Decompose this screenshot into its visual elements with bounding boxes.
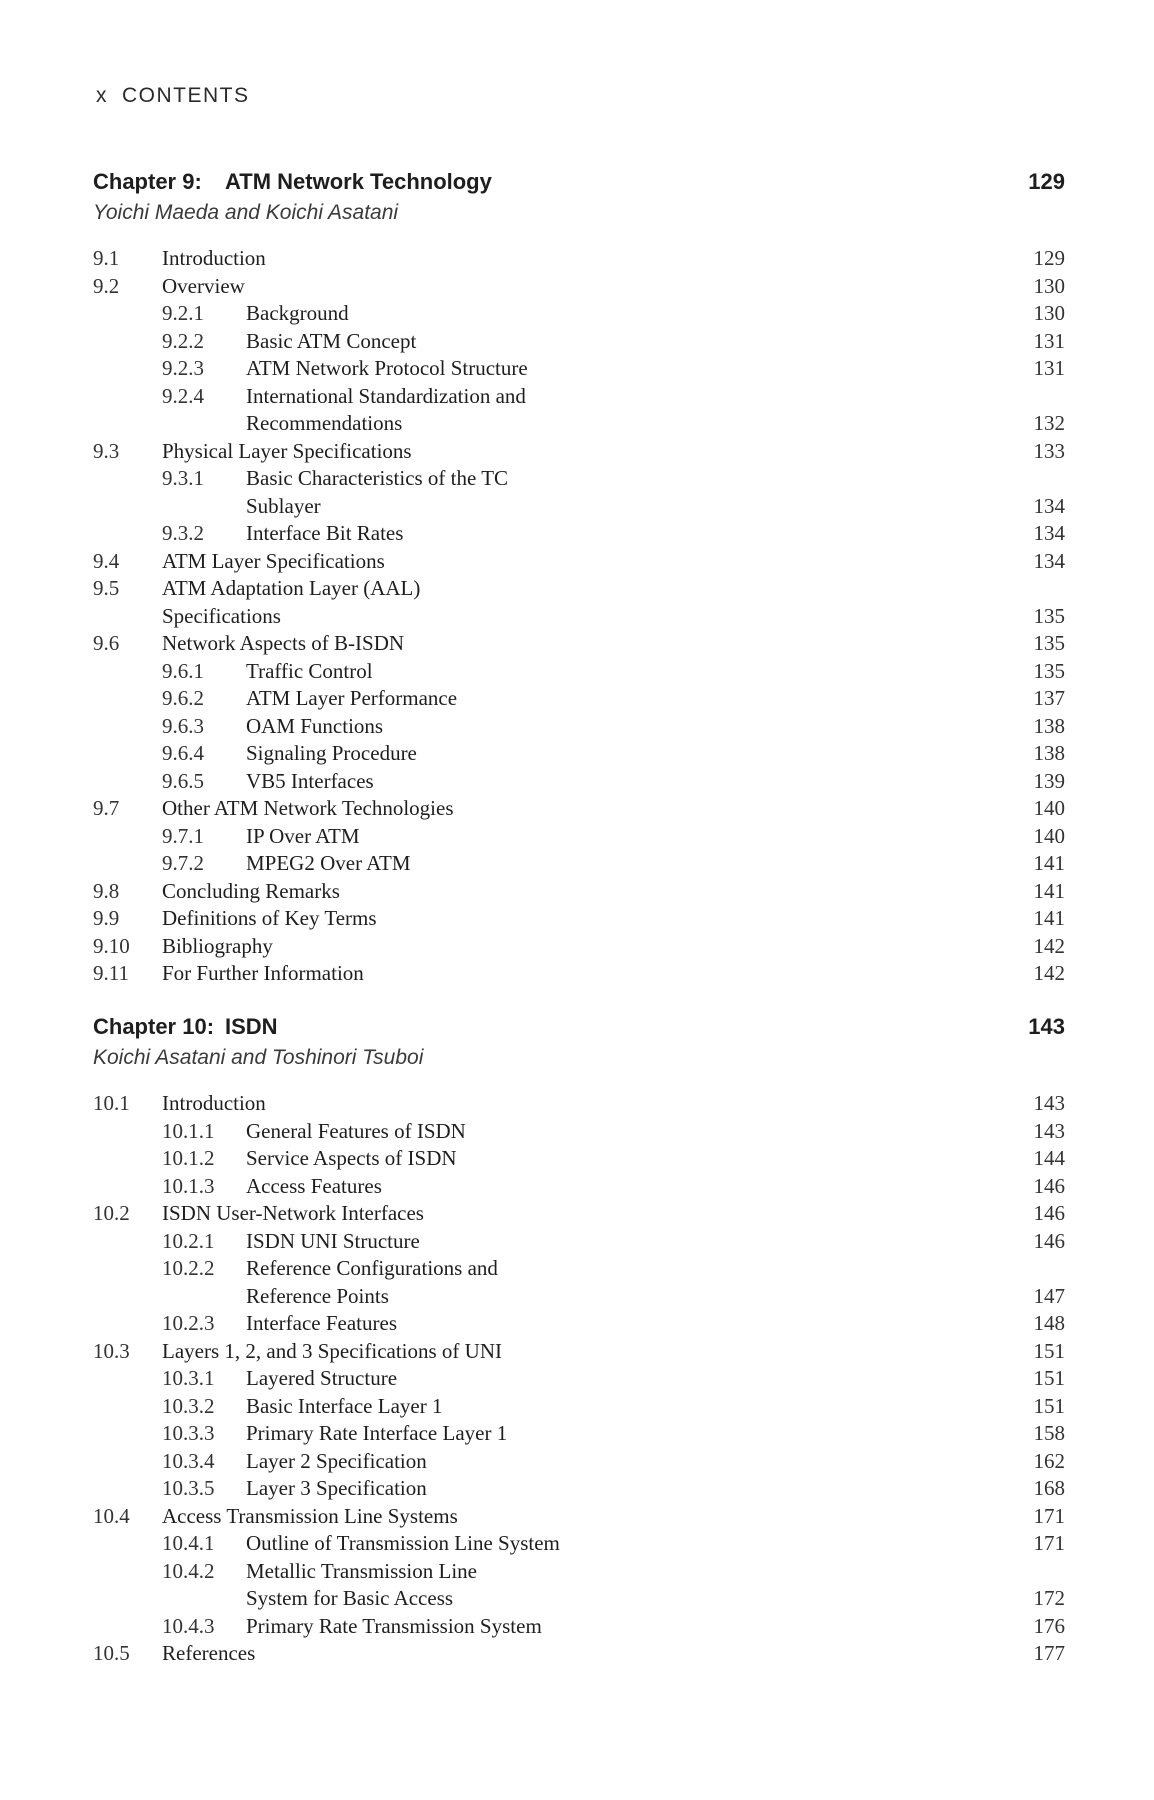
toc-entry[interactable]: [93, 548, 1065, 576]
toc-entry[interactable]: [93, 1173, 1065, 1201]
section-number: 9.8: [93, 878, 120, 903]
section-page-number: 171: [1033, 1503, 1065, 1528]
section-page-number: 151: [1033, 1338, 1065, 1363]
section-title: For Further Information: [162, 961, 364, 985]
section-page-number: 158: [1033, 1421, 1065, 1445]
section-page-number: 140: [1033, 796, 1065, 820]
section-page-number: 143: [1033, 1118, 1065, 1143]
toc-entry[interactable]: [93, 355, 1065, 383]
section-title: Network Aspects of B-ISDN: [162, 631, 405, 655]
section-title: IP Over ATM: [246, 823, 360, 848]
section-title: Other ATM Network Technologies: [162, 796, 454, 820]
section-title: Outline of Transmission Line System: [246, 1531, 560, 1555]
section-number: 9.9: [93, 906, 120, 930]
section-page-number: 142: [1033, 961, 1065, 985]
section-number: 10.3.1: [162, 1366, 215, 1390]
section-page-number: 146: [1033, 1201, 1065, 1225]
section-number: 9.7.1: [162, 823, 204, 848]
section-number: 9.6.5: [162, 768, 204, 793]
section-number: 10.3: [93, 1338, 130, 1363]
toc-entry[interactable]: [93, 960, 1065, 988]
section-title: Overview: [162, 273, 245, 298]
toc-entry[interactable]: [93, 1613, 1065, 1641]
section-page-number: 168: [1033, 1476, 1065, 1500]
section-title: OAM Functions: [246, 713, 384, 738]
section-number: 10.1.3: [162, 1173, 215, 1198]
section-page-number: 176: [1033, 1613, 1065, 1638]
section-number: 10.3.5: [162, 1476, 215, 1500]
section-number: 9.2.1: [162, 301, 204, 325]
section-page-number: 140: [1033, 823, 1065, 848]
toc-entry[interactable]: [93, 575, 1065, 630]
section-number: 9.2.4: [162, 383, 204, 408]
section-title: Basic ATM Concept: [246, 328, 417, 353]
section-title: Concluding Remarks: [162, 878, 340, 903]
section-number: 10.1: [93, 1091, 130, 1115]
chapter-9-section: [93, 166, 1065, 988]
toc-entry[interactable]: [93, 1338, 1065, 1366]
chapter-label: Chapter 9:: [93, 169, 202, 194]
section-number: 10.3.4: [162, 1448, 215, 1473]
section-title: ATM Adaptation Layer (AAL) Specifications: [162, 576, 421, 628]
section-title: General Features of ISDN: [246, 1118, 466, 1143]
toc-entry[interactable]: [93, 1365, 1065, 1393]
section-page-number: 172: [1033, 1586, 1065, 1610]
section-number: 9.11: [93, 961, 129, 985]
section-page-number: 131: [1033, 328, 1065, 353]
section-number: 10.4.1: [162, 1531, 215, 1555]
toc-entry[interactable]: [93, 1475, 1065, 1503]
chapter-label: Chapter 10:: [93, 1014, 215, 1039]
toc-entry[interactable]: [93, 1420, 1065, 1448]
section-page-number: 132: [1033, 411, 1065, 435]
toc-entry[interactable]: [93, 740, 1065, 768]
toc-entry[interactable]: [93, 905, 1065, 933]
section-page-number: 137: [1033, 686, 1065, 710]
section-page-number: 130: [1033, 301, 1065, 325]
toc-entry[interactable]: [93, 1558, 1065, 1613]
section-number: 9.6.1: [162, 658, 204, 683]
toc-entry[interactable]: [93, 273, 1065, 301]
section-number: 10.2.2: [162, 1256, 215, 1280]
section-title: Interface Features: [246, 1311, 397, 1335]
section-title: Service Aspects of ISDN: [246, 1146, 457, 1170]
toc-entry[interactable]: [93, 933, 1065, 961]
section-title: Traffic Control: [246, 658, 373, 683]
section-page-number: 138: [1033, 713, 1065, 738]
section-title: Physical Layer Specifications: [162, 438, 412, 463]
section-page-number: 141: [1033, 851, 1065, 875]
section-page-number: 134: [1033, 548, 1065, 573]
section-page-number: 133: [1033, 438, 1065, 463]
section-page-number: 171: [1033, 1531, 1065, 1555]
page-numeral: x: [96, 84, 108, 107]
section-number: 9.7: [93, 796, 120, 820]
section-page-number: 151: [1033, 1393, 1065, 1418]
toc-entry[interactable]: [93, 1640, 1065, 1668]
toc-entry[interactable]: [93, 795, 1065, 823]
section-title: Background: [246, 301, 349, 325]
section-page-number: 130: [1033, 273, 1065, 298]
section-title: Metallic Transmission Line System for Basic Access: [246, 1558, 477, 1610]
section-title: Layer 3 Specification: [246, 1476, 427, 1500]
chapter-heading[interactable]: [93, 1011, 1065, 1045]
section-number: 10.3.2: [162, 1393, 215, 1418]
section-page-number: 139: [1033, 768, 1065, 793]
toc-entry[interactable]: [93, 438, 1065, 466]
section-title: Access Transmission Line Systems: [162, 1503, 458, 1528]
chapter-title: ISDN: [225, 1014, 278, 1039]
running-head-label: CONTENTS: [122, 84, 250, 107]
section-page-number: 146: [1033, 1173, 1065, 1198]
toc-entry[interactable]: [93, 630, 1065, 658]
section-title: Definitions of Key Terms: [162, 906, 377, 930]
section-title: Primary Rate Transmission System: [246, 1613, 542, 1638]
section-title: Basic Characteristics of the TC Sublayer: [246, 466, 509, 518]
section-title: ATM Layer Performance: [246, 686, 458, 710]
toc-entry[interactable]: [93, 1090, 1065, 1118]
section-number: 9.3.1: [162, 466, 204, 490]
section-title: Reference Configurations and Reference Points: [246, 1256, 498, 1308]
section-number: 9.5: [93, 576, 120, 600]
toc-entry[interactable]: [93, 328, 1065, 356]
section-number: 10.2.3: [162, 1311, 215, 1335]
chapter-authors: Koichi Asatani and Toshinori Tsuboi: [93, 1046, 424, 1069]
section-number: 10.2: [93, 1201, 130, 1225]
section-title: Layer 2 Specification: [246, 1448, 427, 1473]
toc-entry[interactable]: [93, 300, 1065, 328]
chapter-page-number: 143: [1028, 1014, 1065, 1039]
toc-entry[interactable]: [93, 1145, 1065, 1173]
toc-entry[interactable]: [93, 768, 1065, 796]
toc-entry-list: [93, 245, 1065, 988]
section-number: 10.4: [93, 1503, 130, 1528]
section-number: 9.2.2: [162, 328, 204, 353]
section-title: ISDN UNI Structure: [246, 1228, 420, 1253]
section-page-number: 151: [1033, 1366, 1065, 1390]
section-title: Layers 1, 2, and 3 Specifications of UNI: [162, 1338, 502, 1363]
toc-entry[interactable]: [93, 383, 1065, 438]
toc-entry[interactable]: [93, 850, 1065, 878]
section-page-number: 177: [1033, 1641, 1065, 1665]
section-title: International Standardization and Recommendations: [246, 383, 526, 435]
section-number: 10.2.1: [162, 1228, 215, 1253]
section-page-number: 141: [1033, 878, 1065, 903]
section-title: ISDN User-Network Interfaces: [162, 1201, 424, 1225]
toc-entry[interactable]: [93, 658, 1065, 686]
section-title: References: [162, 1641, 256, 1665]
toc-entry[interactable]: [93, 878, 1065, 906]
section-page-number: 141: [1033, 906, 1065, 930]
section-title: Interface Bit Rates: [246, 521, 404, 545]
chapter-10-section: [93, 1011, 1065, 1668]
section-number: 10.3.3: [162, 1421, 215, 1445]
toc-entry[interactable]: [93, 1530, 1065, 1558]
section-number: 9.6.4: [162, 741, 204, 765]
section-title: Access Features: [246, 1173, 382, 1198]
section-page-number: 144: [1033, 1146, 1065, 1170]
section-number: 9.3: [93, 438, 120, 463]
section-title: VB5 Interfaces: [246, 768, 374, 793]
section-page-number: 135: [1033, 603, 1065, 628]
toc-entry[interactable]: [93, 245, 1065, 273]
chapter-authors: Yoichi Maeda and Koichi Asatani: [93, 201, 399, 224]
toc-entry[interactable]: [93, 1393, 1065, 1421]
section-title: MPEG2 Over ATM: [246, 851, 411, 875]
section-number: 9.2.3: [162, 356, 204, 380]
section-page-number: 131: [1033, 356, 1065, 380]
toc-entry[interactable]: [93, 1228, 1065, 1256]
section-number: 10.5: [93, 1641, 130, 1665]
section-page-number: 134: [1033, 493, 1065, 518]
chapter-heading[interactable]: [93, 166, 1065, 200]
toc-entry[interactable]: [93, 1310, 1065, 1338]
section-number: 9.7.2: [162, 851, 204, 875]
section-page-number: 142: [1033, 933, 1065, 958]
section-number: 10.4.3: [162, 1613, 215, 1638]
toc-entry[interactable]: [93, 465, 1065, 520]
section-number: 10.4.2: [162, 1558, 215, 1583]
section-title: Bibliography: [162, 933, 273, 958]
chapter-page-number: 129: [1028, 169, 1065, 194]
section-page-number: 135: [1033, 658, 1065, 683]
section-page-number: 135: [1033, 631, 1065, 655]
section-page-number: 143: [1033, 1091, 1065, 1115]
section-title: Basic Interface Layer 1: [246, 1393, 443, 1418]
chapter-title: ATM Network Technology: [225, 169, 492, 194]
section-number: 10.1.1: [162, 1118, 215, 1143]
section-title: ATM Network Protocol Structure: [246, 356, 528, 380]
section-page-number: 148: [1033, 1311, 1065, 1335]
section-page-number: 129: [1033, 246, 1065, 270]
section-page-number: 138: [1033, 741, 1065, 765]
toc-entry[interactable]: [93, 520, 1065, 548]
section-title: Signaling Procedure: [246, 741, 417, 765]
section-number: 9.2: [93, 273, 120, 298]
section-number: 9.4: [93, 548, 120, 573]
toc-entry[interactable]: [93, 823, 1065, 851]
toc-entry[interactable]: [93, 685, 1065, 713]
toc-entry[interactable]: [93, 1503, 1065, 1531]
section-title: Introduction: [162, 246, 266, 270]
section-title: Introduction: [162, 1091, 266, 1115]
section-title: Primary Rate Interface Layer 1: [246, 1421, 508, 1445]
section-title: ATM Layer Specifications: [162, 548, 385, 573]
toc-entry[interactable]: [93, 1118, 1065, 1146]
section-title: Layered Structure: [246, 1366, 398, 1390]
section-number: 9.6.2: [162, 686, 204, 710]
toc-entry[interactable]: [93, 1200, 1065, 1228]
section-number: 9.6: [93, 631, 120, 655]
section-number: 9.6.3: [162, 713, 204, 738]
toc-entry[interactable]: [93, 713, 1065, 741]
section-page-number: 162: [1033, 1448, 1065, 1473]
section-number: 10.1.2: [162, 1146, 215, 1170]
section-number: 9.1: [93, 246, 120, 270]
running-head: [96, 84, 250, 108]
toc-entry[interactable]: [93, 1255, 1065, 1310]
section-number: 9.10: [93, 933, 130, 958]
section-page-number: 147: [1033, 1283, 1065, 1308]
section-page-number: 146: [1033, 1228, 1065, 1253]
section-page-number: 134: [1033, 521, 1065, 545]
section-number: 9.3.2: [162, 521, 204, 545]
toc-entry[interactable]: [93, 1448, 1065, 1476]
toc-entry-list: [93, 1090, 1065, 1668]
